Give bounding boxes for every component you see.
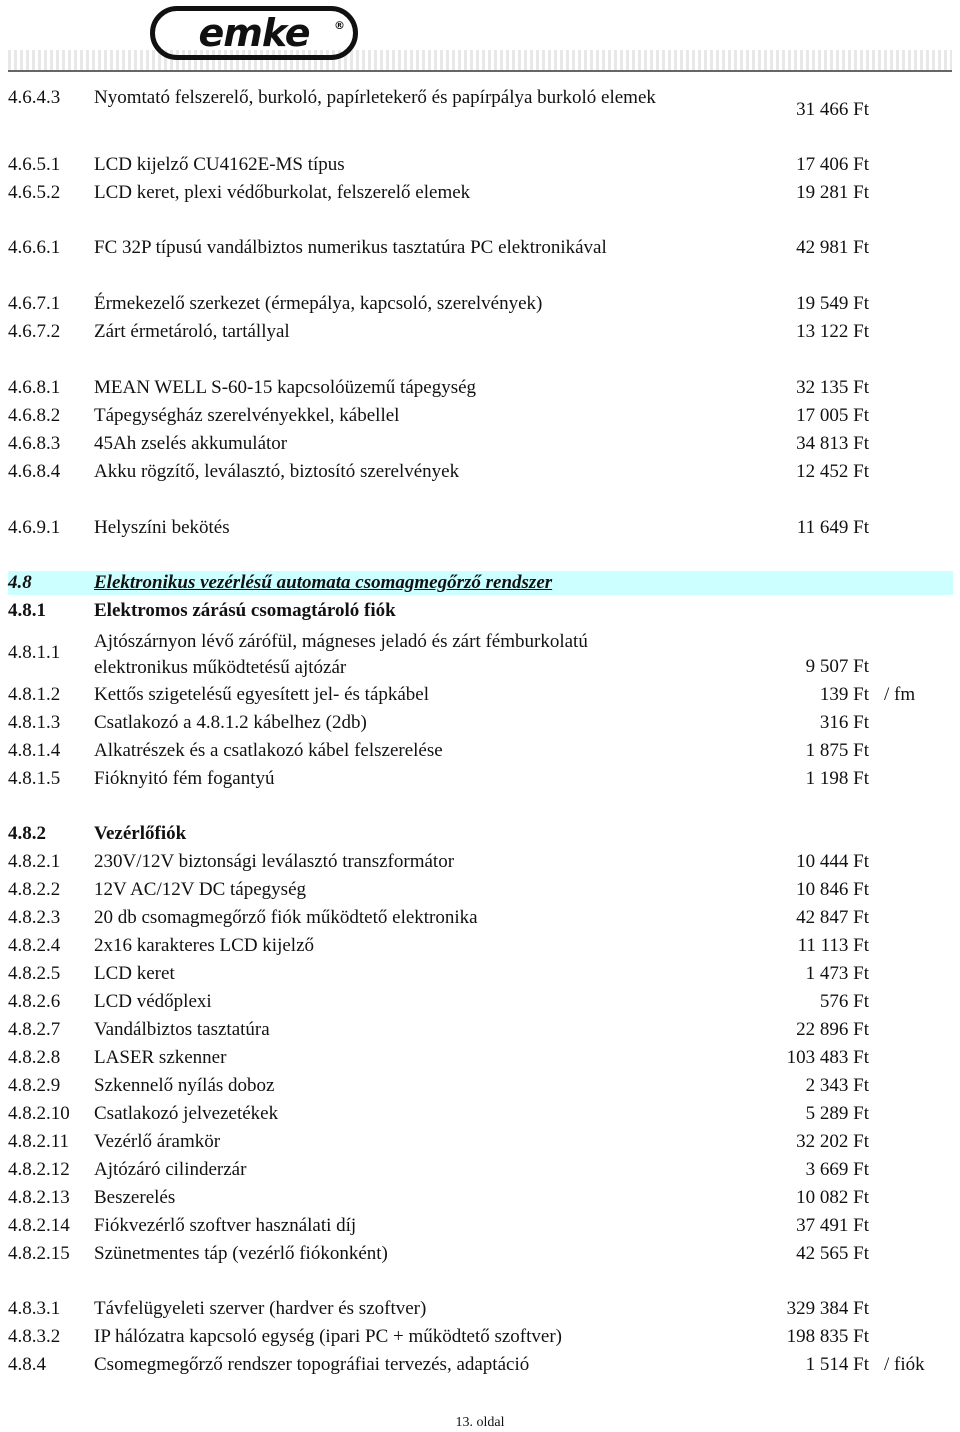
item-number: 4.8.2.8 — [8, 1047, 61, 1068]
item-description: LCD keret — [94, 963, 175, 984]
item-number: 4.8.4 — [8, 1354, 46, 1375]
price-row — [8, 404, 953, 428]
item-description: Fiókvezérlő szoftver használati díj — [94, 1215, 357, 1236]
item-description-line2: elektronikus működtetésű ajtózár — [94, 657, 347, 678]
item-description: Vandálbiztos tasztatúra — [94, 1019, 270, 1040]
price-row — [8, 878, 953, 902]
price-row — [8, 906, 953, 930]
item-description: Csatlakozó a 4.8.1.2 kábelhez (2db) — [94, 712, 367, 733]
item-description: Vezérlő áramkör — [94, 1131, 221, 1152]
item-number: 4.8.2.11 — [8, 1131, 70, 1152]
item-price: 1 198 Ft — [805, 768, 869, 789]
subsection-number: 4.8.2 — [8, 823, 46, 844]
item-price: 11 649 Ft — [796, 517, 869, 538]
item-price: 10 444 Ft — [796, 851, 869, 872]
item-description: Távfelügyeleti szerver (hardver és szoftver) — [94, 1298, 427, 1319]
section-heading — [8, 571, 953, 595]
item-number: 4.6.6.1 — [8, 237, 61, 258]
item-description: FC 32P típusú vandálbiztos numerikus tasztatúra PC elektronikával — [94, 237, 607, 258]
item-description: Érmekezelő szerkezet (érmepálya, kapcsoló, szerelvények) — [94, 293, 543, 314]
item-description: 20 db csomagmegőrző fiók működtető elektronika — [94, 907, 478, 928]
item-number: 4.6.8.4 — [8, 461, 61, 482]
item-number: 4.8.2.14 — [8, 1215, 70, 1236]
item-description: Csatlakozó jelvezetékek — [94, 1103, 279, 1124]
price-row — [8, 990, 953, 1014]
price-row — [8, 292, 953, 316]
price-row — [8, 1158, 953, 1182]
price-row — [8, 767, 953, 791]
item-description: Nyomtató felszerelő, burkoló, papírletekerő és papírpálya burkoló elemek — [94, 87, 656, 108]
item-unit: / fm — [884, 684, 916, 705]
price-row — [8, 1186, 953, 1210]
price-row — [8, 1353, 953, 1377]
item-price: 1 875 Ft — [805, 740, 869, 761]
item-number: 4.6.8.1 — [8, 377, 61, 398]
item-price: 10 846 Ft — [796, 879, 869, 900]
item-price: 11 113 Ft — [797, 935, 869, 956]
price-row — [8, 739, 953, 763]
logo-text: emke — [198, 11, 310, 55]
item-price: 1 514 Ft — [805, 1354, 869, 1375]
price-row — [8, 516, 953, 540]
item-number: 4.8.1.5 — [8, 768, 61, 789]
item-description: Tápegységház szerelvényekkel, kábellel — [94, 405, 400, 426]
item-number: 4.8.2.15 — [8, 1243, 70, 1264]
item-price: 19 281 Ft — [796, 182, 869, 203]
item-description: 2x16 karakteres LCD kijelző — [94, 935, 315, 956]
registered-mark: ® — [334, 19, 345, 32]
item-description: Kettős szigetelésű egyesített jel- és tápkábel — [94, 684, 430, 705]
header-band — [8, 50, 952, 70]
item-description: LCD kijelző CU4162E-MS típus — [94, 154, 345, 175]
item-number: 4.8.1.2 — [8, 684, 61, 705]
item-description: Beszerelés — [94, 1187, 176, 1208]
item-price: 32 202 Ft — [796, 1131, 869, 1152]
item-description-line1: Ajtószárnyon lévő zárófül, mágneses jeladó és zárt fémburkolatú — [94, 631, 588, 652]
item-description: Zárt érmetároló, tartállyal — [94, 321, 290, 342]
item-description: MEAN WELL S-60-15 kapcsolóüzemű tápegység — [94, 377, 477, 398]
item-price: 22 896 Ft — [796, 1019, 869, 1040]
subsection-number: 4.8.1 — [8, 600, 46, 621]
item-price: 34 813 Ft — [796, 433, 869, 454]
item-unit: / fiók — [884, 1354, 925, 1375]
price-row — [8, 711, 953, 735]
item-number: 4.8.1.3 — [8, 712, 61, 733]
item-price: 42 565 Ft — [796, 1243, 869, 1264]
item-number: 4.8.2.2 — [8, 879, 61, 900]
item-number: 4.8.1.1 — [8, 642, 61, 663]
price-row — [8, 1325, 953, 1349]
item-price: 37 491 Ft — [796, 1215, 869, 1236]
item-price: 139 Ft — [819, 684, 869, 705]
price-row — [8, 1297, 953, 1321]
item-description: LCD védőplexi — [94, 991, 212, 1012]
section-title: Elektronikus vezérlésű automata csomagmegőrző rendszer — [94, 572, 553, 593]
item-price: 31 466 Ft — [796, 99, 869, 120]
price-row — [8, 86, 953, 120]
item-price: 198 835 Ft — [786, 1326, 869, 1347]
item-price: 13 122 Ft — [796, 321, 869, 342]
item-price: 17 406 Ft — [796, 154, 869, 175]
item-description: LCD keret, plexi védőburkolat, felszerelő elemek — [94, 182, 471, 203]
price-row — [8, 1046, 953, 1070]
item-number: 4.8.2.9 — [8, 1075, 61, 1096]
item-price: 5 289 Ft — [805, 1103, 869, 1124]
header-divider — [8, 70, 952, 72]
item-number: 4.8.2.3 — [8, 907, 61, 928]
item-number: 4.8.2.4 — [8, 935, 61, 956]
item-price: 2 343 Ft — [805, 1075, 869, 1096]
page-number: 13. oldal — [455, 1415, 505, 1430]
item-number: 4.6.9.1 — [8, 517, 61, 538]
price-row — [8, 1074, 953, 1098]
subsection-title: Elektromos zárású csomagtároló fiók — [94, 600, 396, 621]
item-number: 4.8.3.2 — [8, 1326, 61, 1347]
item-description: LASER szkenner — [94, 1047, 227, 1068]
price-row — [8, 683, 953, 707]
price-row — [8, 934, 953, 958]
item-description: Helyszíni bekötés — [94, 517, 230, 538]
item-number: 4.8.2.6 — [8, 991, 61, 1012]
price-row — [8, 320, 953, 344]
item-price: 3 669 Ft — [805, 1159, 869, 1180]
item-description: Szkennelő nyílás doboz — [94, 1075, 275, 1096]
price-row — [8, 1018, 953, 1042]
section-number: 4.8 — [8, 572, 32, 593]
item-price: 17 005 Ft — [796, 405, 869, 426]
item-number: 4.6.8.2 — [8, 405, 61, 426]
item-description: 12V AC/12V DC tápegység — [94, 879, 306, 900]
item-price: 329 384 Ft — [786, 1298, 869, 1319]
item-price: 32 135 Ft — [796, 377, 869, 398]
item-number: 4.8.2.13 — [8, 1187, 70, 1208]
item-price: 576 Ft — [819, 991, 869, 1012]
price-row — [8, 629, 953, 681]
price-row — [8, 153, 953, 177]
item-price: 12 452 Ft — [796, 461, 869, 482]
item-description: IP hálózatra kapcsoló egység (ipari PC + működtető szoftver) — [94, 1326, 562, 1347]
price-row — [8, 1242, 953, 1266]
price-row — [8, 1130, 953, 1154]
item-description: 45Ah zselés akkumulátor — [94, 433, 288, 454]
item-number: 4.8.2.12 — [8, 1159, 70, 1180]
price-row — [8, 376, 953, 400]
item-price: 19 549 Ft — [796, 293, 869, 314]
item-price: 42 981 Ft — [796, 237, 869, 258]
item-number: 4.6.7.2 — [8, 321, 61, 342]
item-description — [94, 629, 588, 681]
item-description: Csomegmegőrző rendszer topográfiai tervezés, adaptáció — [94, 1354, 530, 1375]
item-number: 4.6.4.3 — [8, 87, 61, 108]
item-description: Ajtózáró cilinderzár — [94, 1159, 247, 1180]
item-number: 4.8.2.5 — [8, 963, 61, 984]
item-price: 103 483 Ft — [786, 1047, 869, 1068]
item-number: 4.6.5.1 — [8, 154, 61, 175]
price-row — [8, 460, 953, 484]
item-number: 4.6.7.1 — [8, 293, 61, 314]
item-price: 316 Ft — [819, 712, 869, 733]
item-price: 10 082 Ft — [796, 1187, 869, 1208]
item-number: 4.8.2.10 — [8, 1103, 70, 1124]
item-number: 4.8.3.1 — [8, 1298, 61, 1319]
price-row — [8, 962, 953, 986]
subsection-heading — [8, 599, 953, 623]
price-row — [8, 1214, 953, 1238]
item-price: 9 507 Ft — [805, 656, 869, 677]
price-row — [8, 1102, 953, 1126]
item-number: 4.6.5.2 — [8, 182, 61, 203]
item-number: 4.6.8.3 — [8, 433, 61, 454]
item-description: 230V/12V biztonsági leválasztó transzformátor — [94, 851, 455, 872]
item-description: Szünetmentes táp (vezérlő fiókonként) — [94, 1243, 388, 1264]
price-row — [8, 181, 953, 205]
item-price: 1 473 Ft — [805, 963, 869, 984]
price-row — [8, 432, 953, 456]
item-price: 42 847 Ft — [796, 907, 869, 928]
item-number: 4.8.1.4 — [8, 740, 61, 761]
price-row — [8, 236, 953, 260]
item-number: 4.8.2.1 — [8, 851, 61, 872]
item-number: 4.8.2.7 — [8, 1019, 61, 1040]
item-description: Alkatrészek és a csatlakozó kábel felszerelése — [94, 740, 443, 761]
subsection-title: Vezérlőfiók — [94, 823, 187, 844]
subsection-heading — [8, 822, 953, 846]
price-row — [8, 850, 953, 874]
item-description: Akku rögzítő, leválasztó, biztosító szerelvények — [94, 461, 460, 482]
item-description: Fióknyitó fém fogantyú — [94, 768, 275, 789]
company-logo — [150, 6, 358, 60]
